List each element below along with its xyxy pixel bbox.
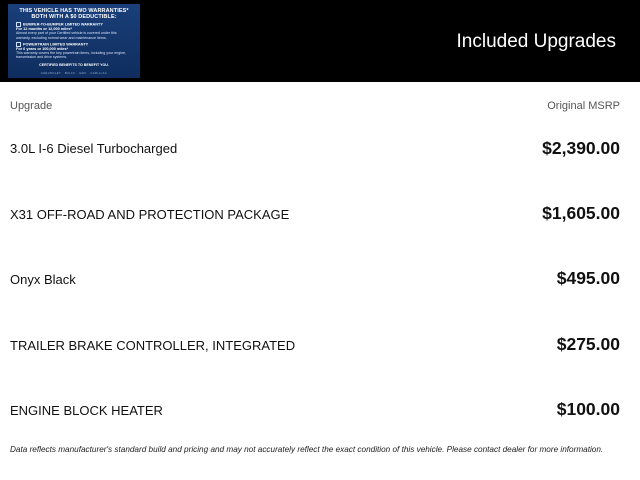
thumbnail-item1-sub: For 12 months or 12,000 miles* — [16, 27, 72, 31]
thumbnail-warranty-2 — [16, 42, 132, 60]
thumbnail-item1-text: Almost every part of your Certified vehicle is covered under this warranty, excluding normal wear and maintenance items. — [16, 31, 117, 40]
upgrade-name: 3.0L I-6 Diesel Turbocharged — [10, 141, 178, 156]
upgrade-price: $100.00 — [556, 399, 620, 419]
upgrade-name: TRAILER BRAKE CONTROLLER, INTEGRATED — [10, 338, 296, 353]
column-header-upgrade: Upgrade — [10, 100, 53, 112]
warranty-thumbnail[interactable] — [8, 4, 140, 78]
disclaimer-text: Data reflects manufacturer's standard build and pricing and may not accurately reflect the exact condition of this vehicle. Please contact dealer for more information. — [10, 445, 604, 454]
thumbnail-item2-title: POWERTRAIN LIMITED WARRANTY — [23, 42, 89, 47]
upgrade-name: ENGINE BLOCK HEATER — [10, 403, 163, 418]
page-header — [0, 0, 640, 82]
thumbnail-item2-sub: For 6 years or 100,000 miles* — [16, 46, 69, 51]
thumbnail-heading-line1: THIS VEHICLE HAS TWO WARRANTIES* — [19, 8, 129, 14]
upgrade-price: $495.00 — [556, 268, 620, 288]
thumbnail-heading-line2: BOTH WITH A $0 DEDUCTIBLE: — [31, 14, 117, 20]
thumbnail-warranty-1 — [16, 22, 132, 40]
upgrade-name: Onyx Black — [10, 272, 76, 287]
page-title: Included Upgrades — [456, 31, 616, 52]
upgrade-price: $1,605.00 — [542, 203, 620, 223]
upgrade-price: $275.00 — [556, 334, 620, 354]
thumbnail-item1-title: BUMPER-TO-BUMPER LIMITED WARRANTY — [23, 22, 103, 27]
thumbnail-item2-text: This warranty covers the key powertrain items, including your engine, transmission and drive systems. — [16, 51, 127, 60]
brand-logos: CHEVROLET · BUICK · GMC · CADILLAC — [40, 72, 108, 75]
upgrade-price: $2,390.00 — [542, 138, 620, 158]
upgrade-name: X31 OFF-ROAD AND PROTECTION PACKAGE — [10, 207, 290, 222]
thumbnail-footer: CERTIFIED BENEFITS TO BENEFIT YOU. — [39, 62, 109, 67]
column-header-msrp: Original MSRP — [547, 100, 620, 112]
thumbnail-heading — [8, 4, 140, 20]
